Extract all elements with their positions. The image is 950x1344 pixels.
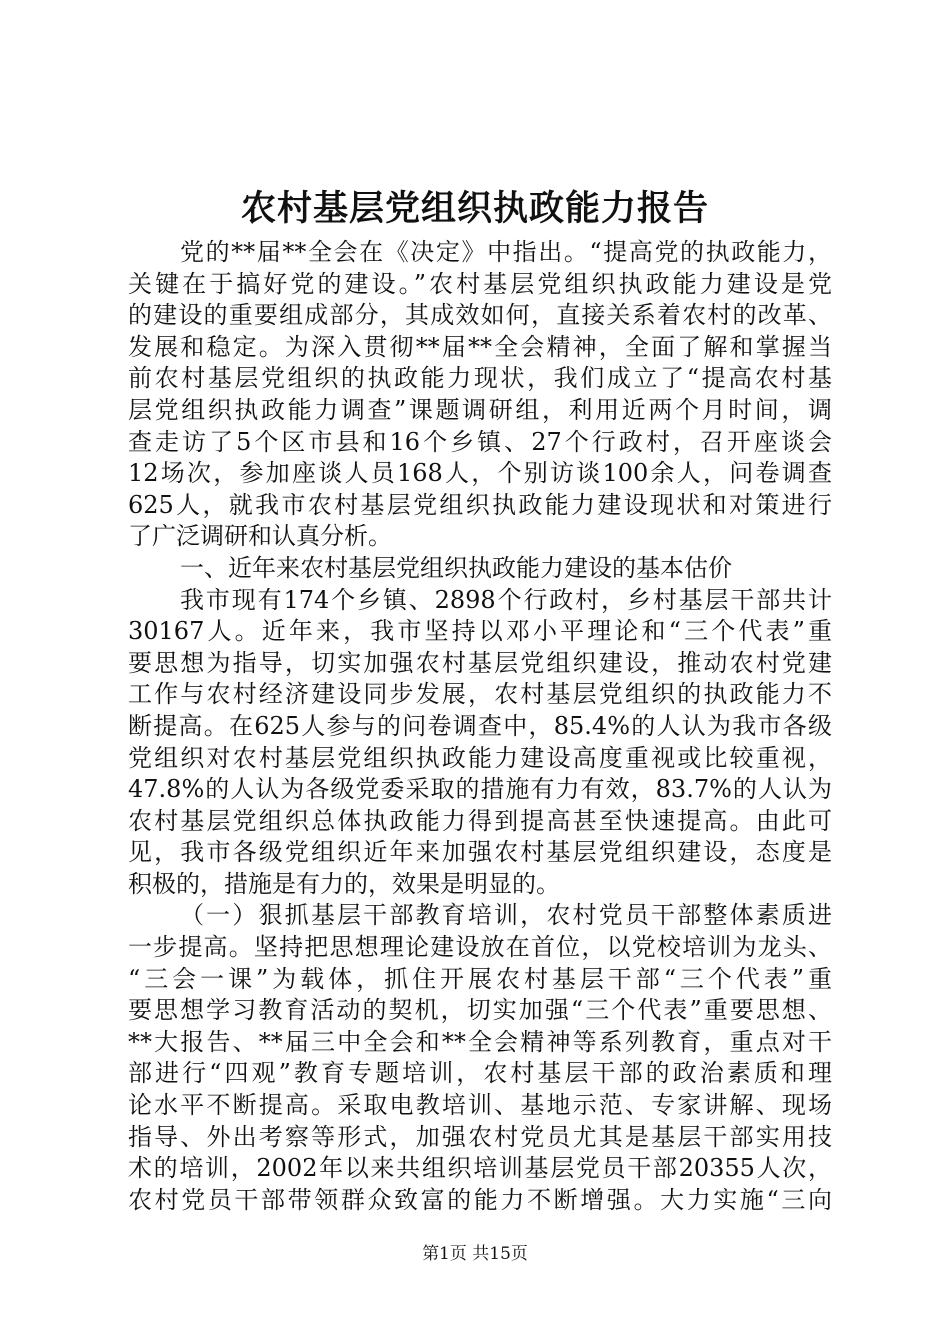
text-line: 我市现有174个乡镇、2898个行政村，乡村基层干部共计 [180,585,832,614]
text-line: “三会一课”为载体，抓住开展农村基层干部“三个代表”重 [128,964,832,993]
text-line: 工作与农村经济建设同步发展，农村基层党组织的执政能力不 [128,680,832,709]
text-line: 党的**届**全会在《决定》中指出。“提高党的执政能力， [180,238,832,266]
text-line: **大报告、**届三中全会和**全会精神等系列教育，重点对干 [128,1027,832,1056]
document-title: 农村基层党组织执政能力报告 [240,188,709,229]
text-line: 12场次，参加座谈人员168人，个别访谈100余人，问卷调查 [128,459,832,488]
text-line: 术的培训，2002年以来共组织培训基层党员干部20355人次， [128,1154,832,1183]
text-line: 农村基层党组织总体执政能力得到提高甚至快速提高。由此可 [128,806,832,835]
text-line: 积极的，措施是有力的，效果是明显的。 [128,869,560,898]
text-line: 部进行“四观”教育专题培训，农村基层干部的政治素质和理 [128,1059,832,1088]
text-line: 断提高。在625人参与的问卷调查中，85.4%的人认为我市各级 [128,711,832,740]
text-line: 关键在于搞好党的建设。”农村基层党组织执政能力建设是党 [128,269,832,298]
text-line: 要思想为指导，切实加强农村基层党组织建设，推动农村党建 [128,648,832,677]
text-line: 要思想学习教育活动的契机，切实加强“三个代表”重要思想、 [128,996,832,1025]
text-line: 论水平不断提高。采取电教培训、基地示范、专家讲解、现场 [128,1091,832,1120]
text-line: 层党组织执政能力调查”课题调研组，利用近两个月时间，调 [128,395,832,424]
text-line: 农村党员干部带领群众致富的能力不断增强。大力实施“三向 [128,1185,832,1214]
text-line: （一）狠抓基层干部教育培训，农村党员干部整体素质进 [180,901,832,930]
text-line: 见，我市各级党组织近年来加强农村基层党组织建设，态度是 [128,838,832,867]
text-line: 发展和稳定。为深入贯彻**届**全会精神，全面了解和掌握当 [128,332,832,361]
text-line: 一步提高。坚持把思想理论建设放在首位，以党校培训为龙头、 [128,933,832,962]
text-line: 党组织对农村基层党组织执政能力建设高度重视或比较重视， [128,743,832,772]
text-line: 指导、外出考察等形式，加强农村党员尤其是基层干部实用技 [128,1122,832,1151]
page-footer: 第1页 共15页 [422,1244,528,1264]
document-body [128,237,832,1216]
text-line: 一、近年来农村基层党组织执政能力建设的基本估价 [180,553,732,582]
text-line: 30167人。近年来，我市坚持以邓小平理论和“三个代表”重 [128,617,832,646]
text-line: 的建设的重要组成部分，其成效如何，直接关系着农村的改革、 [128,301,832,330]
text-line: 47.8%的人认为各级党委采取的措施有力有效，83.7%的人认为 [128,775,832,804]
text-line: 了广泛调研和认真分析。 [128,522,392,551]
text-line: 查走访了5个区市县和16个乡镇、27个行政村，召开座谈会 [128,427,832,456]
text-line: 前农村基层党组织的执政能力现状，我们成立了“提高农村基 [128,364,832,393]
text-line: 625人，就我市农村基层党组织执政能力建设现状和对策进行 [128,490,832,519]
